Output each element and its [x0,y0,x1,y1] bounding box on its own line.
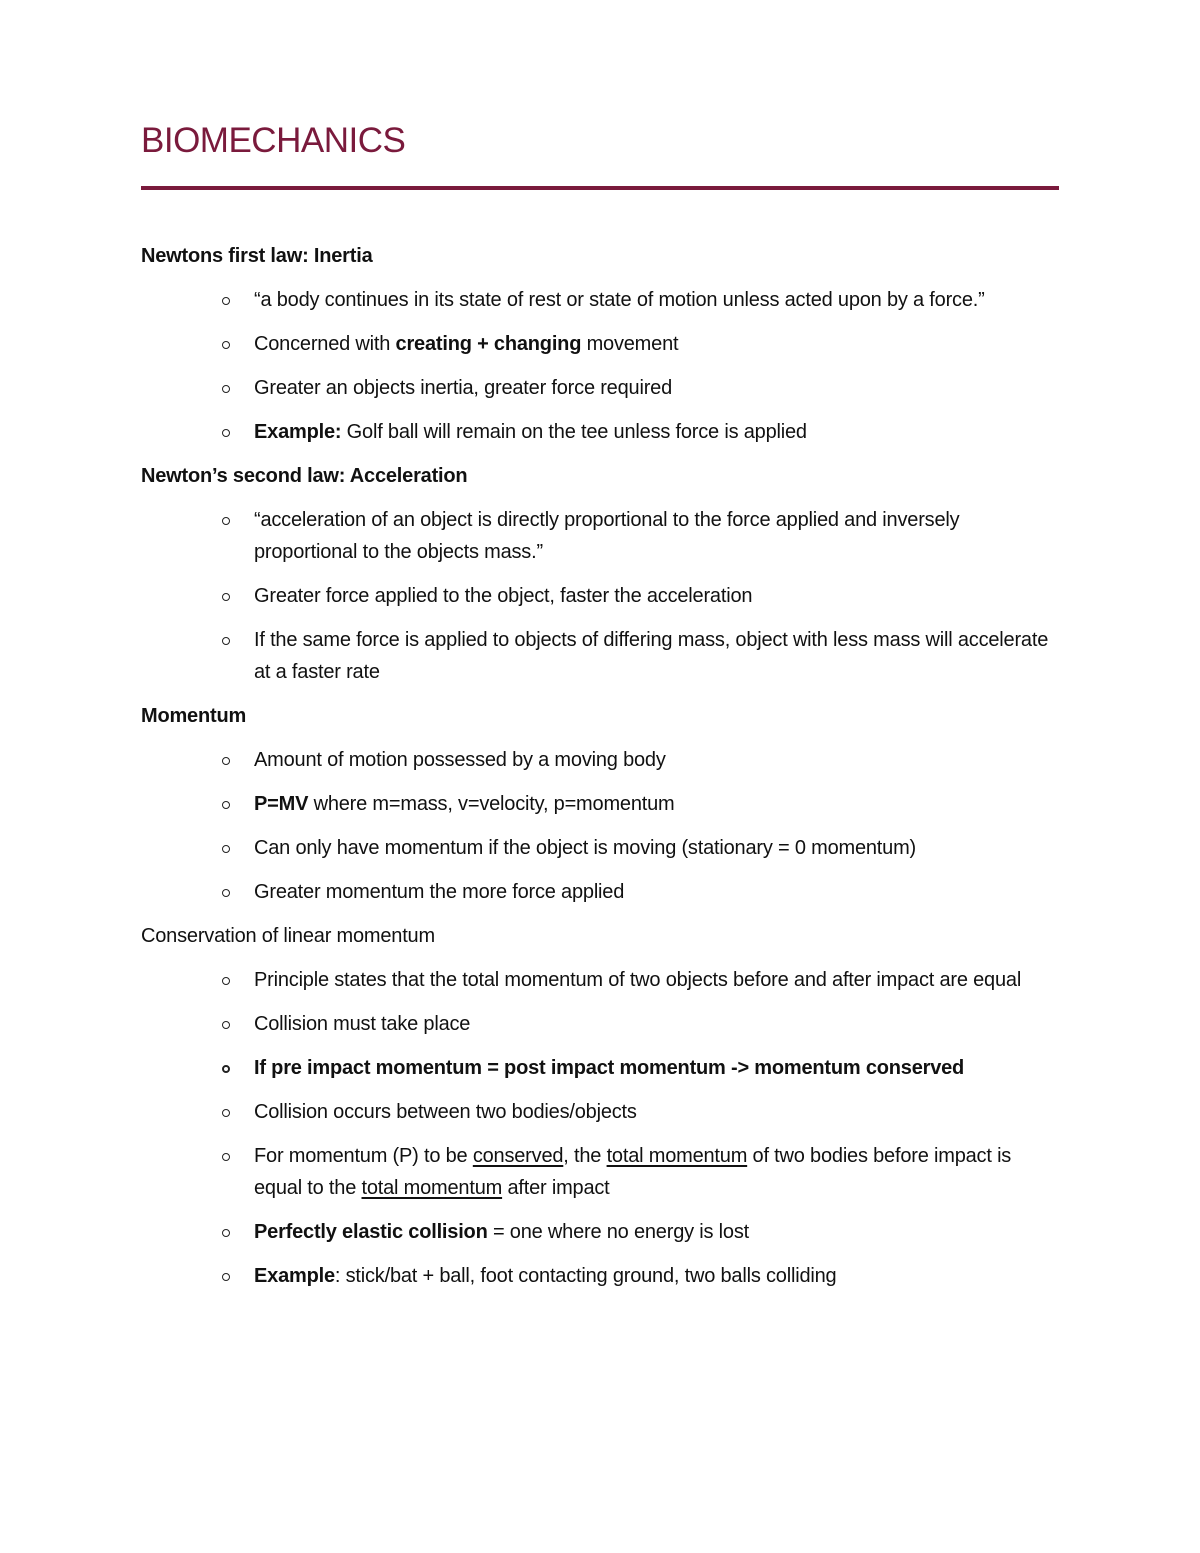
list-item [141,1140,1061,1204]
item-text: If the same force is applied to objects of differing mass, object with less mass will accelerate at a faster rate [254,629,1049,683]
hollow-circle-bullet-icon [222,1109,230,1117]
list-item [141,832,1061,864]
item-text: of two bodies before impact is equal to the [254,1145,1012,1199]
list-item [141,416,1061,448]
hollow-circle-bullet-icon [222,385,230,393]
item-text: Collision occurs between two bodies/objects [254,1101,637,1123]
item-text: Amount of motion possessed by a moving body [254,749,666,771]
hollow-circle-bullet-icon [222,593,230,601]
title-divider [141,186,1059,190]
item-text: “acceleration of an object is directly proportional to the force applied and inversely proportional to the objects mass.” [254,509,960,563]
list-item [141,1260,1061,1292]
list-item [141,328,1061,360]
list-item [141,1096,1061,1128]
section-heading: Newton’s second law: Acceleration [141,465,468,487]
list-item [141,744,1061,776]
section-heading: Momentum [141,705,247,727]
item-text: Greater momentum the more force applied [254,881,625,903]
item-text: Principle states that the total momentum of two objects before and after impact are equal [254,969,1022,991]
list-item [141,580,1061,612]
document-title: BIOMECHANICS [141,121,406,160]
list-item [141,964,1061,996]
hollow-circle-bullet-icon [222,757,230,765]
item-text: after impact [502,1177,610,1199]
hollow-circle-bullet-icon [222,801,230,809]
hollow-circle-bullet-icon [222,889,230,897]
item-text: where m=mass, v=velocity, p=momentum [308,793,675,815]
section-newtons-second-law [141,460,1061,688]
item-text: Can only have momentum if the object is moving (stationary = 0 momentum) [254,837,917,859]
item-text: Concerned with [254,333,396,355]
hollow-circle-bullet-icon [222,1021,230,1029]
hollow-circle-bullet-icon [222,637,230,645]
item-bold-text: creating + changing [395,333,582,355]
section-newtons-first-law [141,240,1061,448]
bullet-list [141,744,1061,908]
hollow-circle-bullet-icon [222,517,230,525]
hollow-circle-bullet-icon [222,977,230,985]
item-text: : stick/bat + ball, foot contacting ground, two balls colliding [334,1265,837,1287]
hollow-circle-bullet-icon [222,341,230,349]
item-bold-text: Perfectly elastic collision [254,1221,488,1243]
list-item [141,372,1061,404]
section-heading: Conservation of linear momentum [141,925,435,947]
item-text: = one where no energy is lost [487,1221,749,1243]
item-bold-text: If pre impact momentum = post impact momentum -> momentum conserved [254,1057,965,1079]
item-text: movement [581,333,679,355]
bullet-list [141,964,1061,1292]
list-item [141,504,1061,568]
list-item [141,876,1061,908]
hollow-circle-bullet-icon [222,429,230,437]
bullet-list [141,284,1061,448]
item-text: For momentum (P) to be [254,1145,473,1167]
item-text: Collision must take place [254,1013,471,1035]
section-momentum [141,700,1061,908]
item-underlined-text: total momentum [361,1177,503,1199]
item-bold-text: Example: [254,421,342,443]
item-text: “a body continues in its state of rest or state of motion unless acted upon by a force.” [254,289,985,311]
hollow-circle-bullet-icon [222,845,230,853]
item-underlined-text: conserved [472,1145,564,1167]
document-body [141,240,1061,1304]
hollow-circle-bullet-icon [222,297,230,305]
hollow-circle-bullet-icon [222,1065,230,1073]
hollow-circle-bullet-icon [222,1229,230,1237]
list-item [141,284,1061,316]
hollow-circle-bullet-icon [222,1273,230,1281]
list-item [141,624,1061,688]
hollow-circle-bullet-icon [222,1153,230,1161]
bullet-list [141,504,1061,688]
list-item [141,1216,1061,1248]
item-bold-text: P=MV [254,793,309,815]
item-underlined-text: total momentum [606,1145,748,1167]
list-item [141,788,1061,820]
item-text: , the [563,1145,607,1167]
item-text: Greater an objects inertia, greater force required [254,377,672,399]
item-text: Greater force applied to the object, faster the acceleration [254,585,753,607]
section-conservation-of-linear-momentum [141,920,1061,1292]
item-text: Golf ball will remain on the tee unless force is applied [341,421,807,443]
list-item [141,1052,1061,1084]
section-heading: Newtons first law: Inertia [141,245,373,267]
list-item [141,1008,1061,1040]
item-bold-text: Example [254,1265,335,1287]
